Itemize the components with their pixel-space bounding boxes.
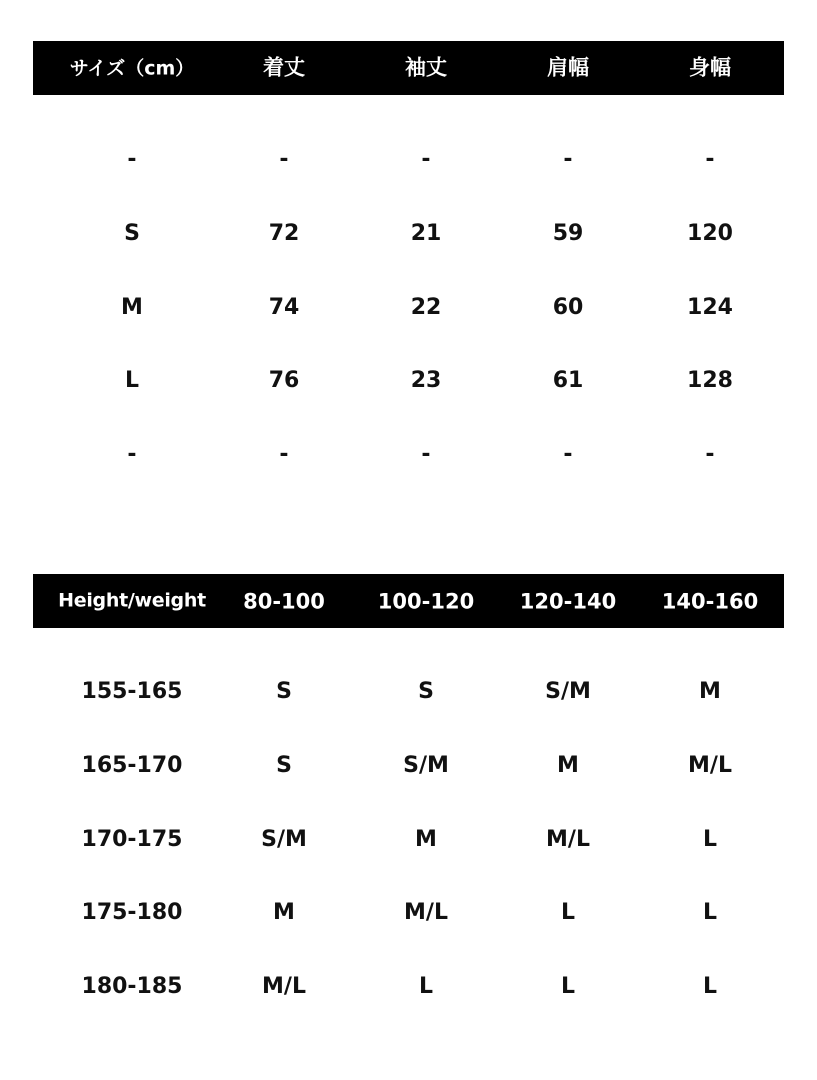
fit-cell: L (702, 974, 718, 999)
fit-header-cell: 120-140 (519, 589, 617, 614)
fit-header-cell: 140-160 (661, 589, 759, 614)
size-cell: - (421, 147, 431, 172)
size-cell: 22 (410, 295, 442, 320)
fit-cell: M (273, 900, 295, 925)
fit-cell: S (418, 679, 434, 704)
size-cell: 72 (268, 221, 300, 246)
fit-cell: 175-180 (81, 900, 183, 925)
fit-cell: 165-170 (81, 753, 183, 778)
size-cell: 61 (552, 368, 584, 393)
fit-cell: L (560, 974, 576, 999)
fit-header-cell: 100-120 (377, 589, 475, 614)
fit-cell: S/M (403, 753, 449, 778)
fit-cell: M/L (546, 827, 590, 852)
size-cell: 59 (552, 221, 584, 246)
fit-cell: M/L (404, 900, 448, 925)
size-header-cell: 肩幅 (547, 55, 589, 80)
fit-cell: 180-185 (81, 974, 183, 999)
size-cell: - (563, 147, 573, 172)
fit-cell: S/M (261, 827, 307, 852)
fit-cell: L (418, 974, 434, 999)
size-cell: - (127, 442, 137, 467)
size-cell: - (563, 442, 573, 467)
size-cell: - (279, 442, 289, 467)
size-cell: - (705, 442, 715, 467)
size-cell: - (705, 147, 715, 172)
size-header-cell: 袖丈 (405, 55, 447, 80)
fit-cell: M/L (688, 753, 732, 778)
fit-cell: L (560, 900, 576, 925)
size-cell: 60 (552, 295, 584, 320)
fit-cell: 155-165 (81, 679, 183, 704)
fit-header-cell: Height/weight (58, 589, 206, 612)
fit-cell: 170-175 (81, 827, 183, 852)
size-cell: M (121, 295, 143, 320)
size-cell: S (124, 221, 140, 246)
fit-cell: M (415, 827, 437, 852)
fit-cell: S (276, 753, 292, 778)
size-cell: 74 (268, 295, 300, 320)
size-cell: - (279, 147, 289, 172)
fit-header-cell: 80-100 (243, 589, 325, 614)
size-cell: 21 (410, 221, 442, 246)
size-cell: 124 (687, 295, 733, 320)
fit-cell: S (276, 679, 292, 704)
fit-cell: L (702, 900, 718, 925)
size-header-cell: サイズ（cm） (69, 57, 195, 80)
size-cell: - (127, 147, 137, 172)
fit-cell: L (702, 827, 718, 852)
fit-cell: M (557, 753, 579, 778)
size-header-cell: 身幅 (689, 55, 731, 80)
size-cell: 128 (687, 368, 733, 393)
fit-cell: M (699, 679, 721, 704)
size-cell: L (124, 368, 140, 393)
size-cell: 76 (268, 368, 300, 393)
size-cell: 23 (410, 368, 442, 393)
size-header-cell: 着丈 (263, 55, 305, 80)
fit-cell: S/M (545, 679, 591, 704)
size-cell: - (421, 442, 431, 467)
fit-cell: M/L (262, 974, 306, 999)
size-cell: 120 (687, 221, 733, 246)
